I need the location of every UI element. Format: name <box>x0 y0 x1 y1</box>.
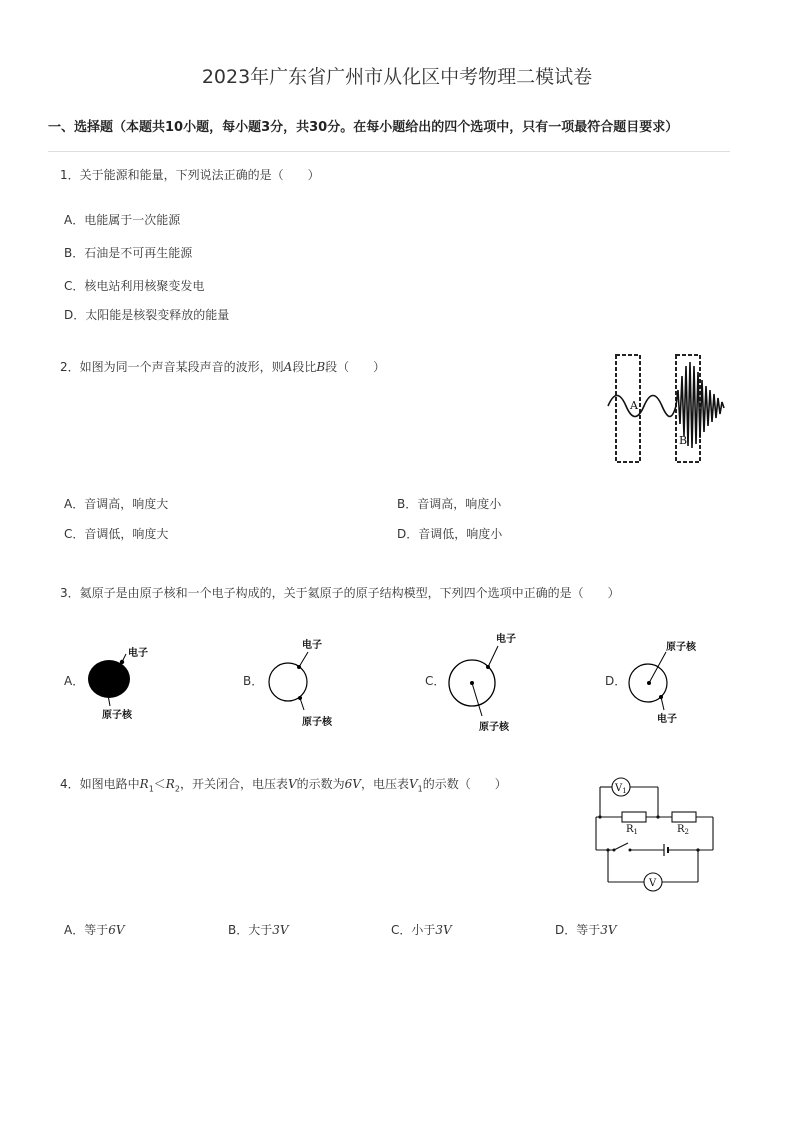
resistor-r2 <box>672 812 696 822</box>
question-3-option-b-letter: B． <box>243 674 264 688</box>
circuit-v-label: V <box>649 878 657 889</box>
atom-c-bottom-label: 原子核 <box>479 722 509 733</box>
question-2-option-a: A．音调高，响度大 <box>64 497 169 511</box>
question-2-option-d: D．音调低，响度小 <box>397 527 503 541</box>
question-4-stem: 4．如图电路中$R_1<R_2$，开关闭合，电压表V的示数为6V，电压表$V_1$的示数（ ） <box>60 777 507 794</box>
sound-waveform-figure <box>604 352 728 466</box>
atom-b-top-label: 电子 <box>302 640 322 651</box>
question-1-option-c: C．核电站利用核聚变发电 <box>64 279 205 293</box>
question-2-option-b: B．音调高，响度小 <box>397 497 502 511</box>
section-heading: 一、选择题（本题共10小题，每小题3分，共30分。在每小题给出的四个选项中，只有一项最符合题目要求） <box>48 120 679 135</box>
circuit-v1-label: $V_1$ <box>615 783 627 795</box>
question-4-option-b: B．大于3V <box>228 923 289 937</box>
atom-c-top-label: 电子 <box>496 634 516 645</box>
question-3-option-a-letter: A． <box>64 674 85 688</box>
question-2-stem: 2．如图为同一个声音某段声音的波形，则A段比B段（ ） <box>60 360 386 374</box>
waveform-label-a: A <box>630 399 638 412</box>
atom-model-b <box>262 644 332 724</box>
question-3-option-d-letter: D． <box>605 674 627 688</box>
question-1-option-a: A．电能属于一次能源 <box>64 213 181 227</box>
atom-a-top-label: 电子 <box>128 648 148 659</box>
atom-d-bottom-label: 电子 <box>657 714 677 725</box>
question-4-option-d: D．等于3V <box>555 923 617 937</box>
circuit-r1-label: $R_1$ <box>626 824 638 836</box>
question-1-stem: 1．关于能源和能量，下列说法正确的是（ ） <box>60 168 320 182</box>
question-4-option-a: A．等于6V <box>64 923 125 937</box>
question-1-option-b: B．石油是不可再生能源 <box>64 246 193 260</box>
question-3-stem: 3．氦原子是由原子核和一个电子构成的，关于氦原子的原子结构模型，下列四个选项中正确的是（ ） <box>60 586 620 600</box>
resistor-r1 <box>622 812 646 822</box>
question-1-option-d: D．太阳能是核裂变释放的能量 <box>64 308 230 322</box>
atom-b-bottom-label: 原子核 <box>302 717 332 728</box>
question-3-option-c-letter: C． <box>425 674 446 688</box>
circuit-r2-label: $R_2$ <box>677 824 689 836</box>
switch <box>614 843 628 850</box>
circuit-diagram <box>592 770 718 896</box>
atom-model-c <box>444 640 514 728</box>
question-4-option-c: C．小于3V <box>391 923 452 937</box>
page-title: 2023年广东省广州市从化区中考物理二模试卷 <box>201 66 593 88</box>
question-2-option-c: C．音调低，响度大 <box>64 527 169 541</box>
atom-a-bottom-label: 原子核 <box>102 710 132 721</box>
atom-d-top-label: 原子核 <box>666 642 696 653</box>
waveform-label-b: B <box>679 434 688 447</box>
divider <box>48 151 730 152</box>
